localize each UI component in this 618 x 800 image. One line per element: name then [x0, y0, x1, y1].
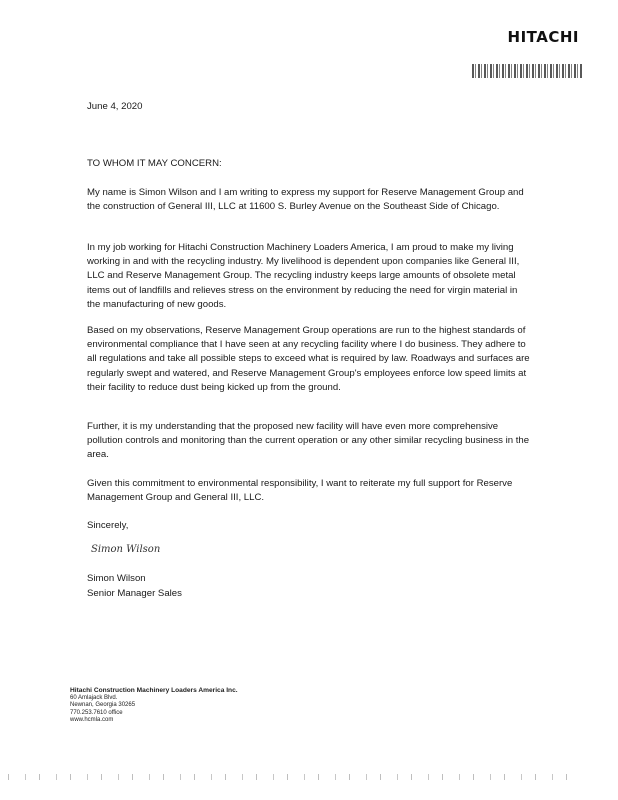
scan-noise [8, 774, 568, 780]
hitachi-logo: HITACHI [507, 28, 579, 46]
scan-stamp [472, 64, 582, 78]
footer-address-line-1: 60 Amlajack Blvd. [70, 694, 118, 701]
signer-title: Senior Manager Sales [87, 587, 182, 599]
footer-address [70, 687, 238, 725]
paragraph-4: Further, it is my understanding that the proposed new facility will have even more comprehensive pollution controls and monitoring than the current operation or any other similar recycling business in the area. [87, 421, 530, 461]
paragraph-1: My name is Simon Wilson and I am writing to express my support for Reserve Management Group and the construction of General III, LLC at 11600 S. Burley Avenue on the Southeast Side of Chicago. [87, 187, 524, 213]
signer-name: Simon Wilson [87, 573, 146, 584]
salutation: TO WHOM IT MAY CONCERN: [87, 158, 222, 169]
closing: Sincerely, [87, 520, 129, 531]
paragraph-2: In my job working for Hitachi Construction Machinery Loaders America, I am proud to make my living working in and with the recycling industry. My livelihood is dependent upon companies like General III, LLC and Reserve Management Group. The recycling industry keeps large amounts of obsolete metal items out of landfills and relieves stress on the environment by reducing the need for virgin material in the manufacturing of new goods. [87, 242, 520, 310]
footer-company: Hitachi Construction Machinery Loaders America Inc. [70, 687, 238, 694]
footer-phone: 770.253.7610 office [70, 709, 123, 716]
paragraph-5: Given this commitment to environmental responsibility, I want to reiterate my full support for Reserve Management Group and General III, LLC. [87, 478, 513, 504]
paragraph-3: Based on my observations, Reserve Management Group operations are run to the highest standards of environmental compliance that I have seen at any recycling facility where I do business. They adhere to all regulations and take all possible steps to exceed what is required by law. Roadways and surfaces are regularly swept and watered, and Reserve Management Group's employees enforce low speed limits at their facility to reduce dust being kicked up from the ground. [87, 325, 530, 393]
footer-address-line-2: Newnan, Georgia 30265 [70, 702, 136, 708]
signer-block [87, 572, 182, 601]
letter-date: June 4, 2020 [87, 101, 143, 112]
handwritten-signature: Simon Wilson [91, 544, 161, 555]
footer-website: www.hcmla.com [70, 717, 114, 723]
